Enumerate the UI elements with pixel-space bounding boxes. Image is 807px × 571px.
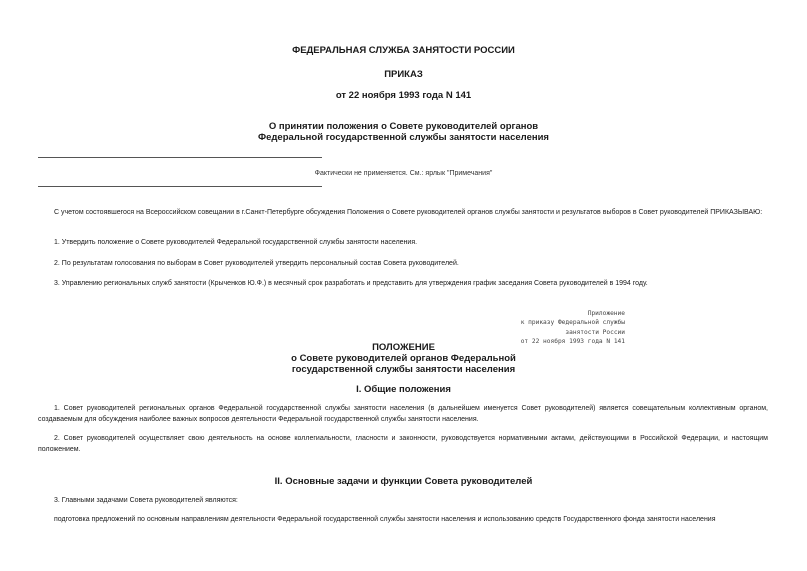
appendix-line-2: к приказу Федеральной службы [520, 319, 625, 327]
section-2-heading: II. Основные задачи и функции Совета руководителей [274, 476, 533, 487]
regulation-title: ПОЛОЖЕНИЕ [372, 342, 435, 353]
status-note: Фактически не применяется. См.: ярлык "Примечания" [314, 170, 493, 177]
order-item-3: 3. Управлению региональных служб занятости (Крыченков Ю.Ф.) в месячный срок разработать и представить для утверждения график заседания Совета руководителей в 1994 году. [54, 280, 648, 287]
order-preamble: С учетом состоявшегося на Всероссийском совещании в г.Санкт-Петербурге обсуждения Положения о Совете руководителей органов службы занятости и результатов выборов в Совет руководителей ПРИКАЗЫВАЮ: [54, 209, 763, 216]
section-2-paragraph-2: подготовка предложений по основным направлениям деятельности Федеральной государственной службы занятости населения и использованию средств Государственного фонда занятости населения [54, 516, 716, 523]
section-1-paragraph-2: 2. Совет руководителей осуществляет свою деятельность на основе коллегиальности, гласности и законности, руководствуется нормативными актами, действующими в Российской Федерации, и настоящим положением. [38, 435, 768, 453]
order-item-1: 1. Утвердить положение о Совете руководителей Федеральной государственной службы занятости населения. [54, 239, 418, 246]
appendix-line-3: занятости России [565, 328, 625, 336]
agency-name: ФЕДЕРАЛЬНАЯ СЛУЖБА ЗАНЯТОСТИ РОССИИ [292, 45, 515, 56]
section-1-paragraph-1: 1. Совет руководителей региональных органов Федеральной государственной службы занятости населения (в дальнейшем именуется Совет руководителей) является совещательным коллективным органом, создаваемым для обсуждения наиболее важных вопросов деятельности Федеральной государственной службы занятости населения. [38, 405, 768, 423]
document-date-number: от 22 ноября 1993 года N 141 [335, 90, 472, 101]
document-type: ПРИКАЗ [384, 69, 423, 80]
section-2-paragraph-1: 3. Главными задачами Совета руководителей являются: [54, 497, 238, 504]
appendix-line-1: Приложение [587, 310, 625, 317]
document-title-line2: Федеральной государственной службы занятости населения [258, 132, 549, 143]
document-title-line1: О принятии положения о Совете руководителей органов [268, 121, 539, 132]
appendix-line-4: от 22 ноября 1993 года N 141 [520, 337, 625, 345]
divider-top [38, 157, 322, 158]
appendix-block [440, 309, 625, 346]
regulation-subtitle-line1: о Совете руководителей органов Федеральной [291, 353, 516, 364]
order-item-2: 2. По результатам голосования по выборам в Совет руководителей утвердить персональный состав Совета руководителей. [54, 260, 459, 267]
regulation-subtitle-line2: государственной службы занятости населения [291, 364, 516, 375]
divider-bottom [38, 186, 322, 187]
section-1-heading: I. Общие положения [356, 384, 451, 395]
